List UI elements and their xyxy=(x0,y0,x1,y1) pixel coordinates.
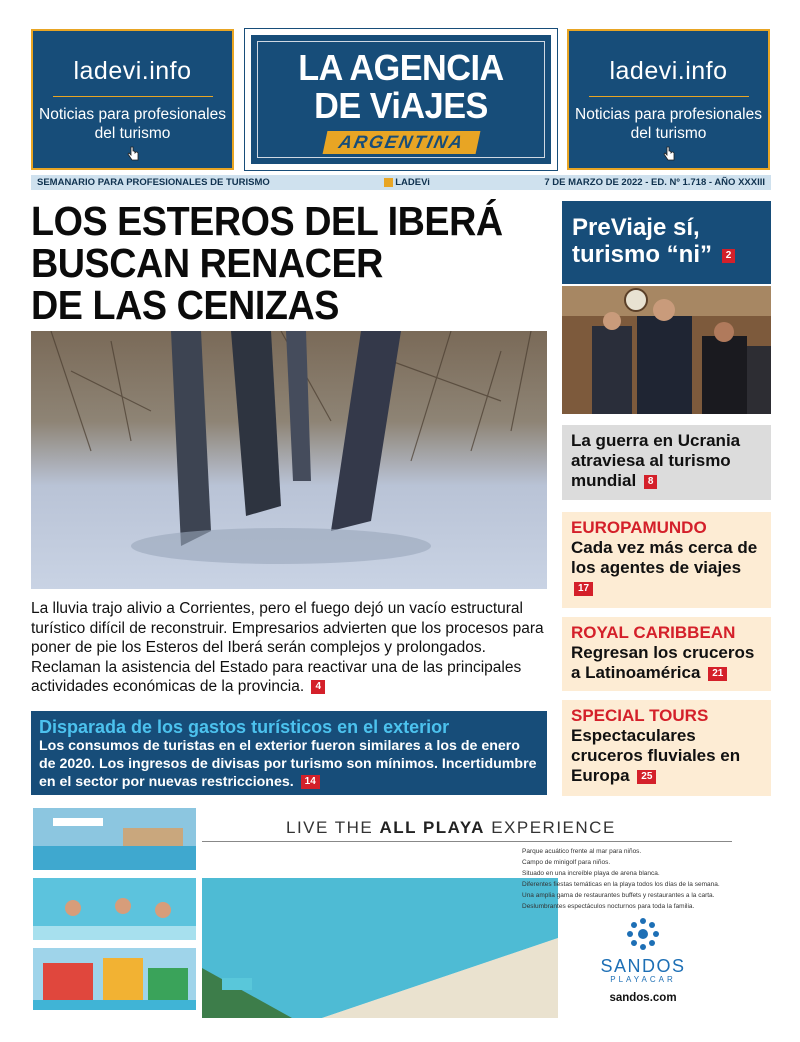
sidebar-item-kicker: SPECIAL TOURS xyxy=(571,706,709,725)
promo-site: ladevi.info xyxy=(73,57,192,85)
sidebar-item-royal-caribbean[interactable] xyxy=(562,617,771,691)
ladevi-logo-icon xyxy=(384,178,393,187)
promo-box-left[interactable] xyxy=(31,29,234,170)
main-article-body xyxy=(31,599,551,697)
sandos-advertisement[interactable] xyxy=(31,808,771,1028)
sidebar-item-special-tours[interactable] xyxy=(562,700,771,796)
ad-feature: Diferentes fiestas temáticas en la playa todos los días de la semana. xyxy=(522,881,720,888)
expenses-text xyxy=(39,737,539,791)
page-badge[interactable]: 14 xyxy=(301,775,320,789)
ad-beach-photo xyxy=(202,878,558,1018)
sandos-sun-icon xyxy=(625,916,661,952)
sidebar-item-text xyxy=(571,431,762,491)
previaje-line2 xyxy=(572,241,761,268)
congress-photo xyxy=(562,286,771,414)
page-badge[interactable]: 2 xyxy=(722,249,736,263)
expenses-article[interactable] xyxy=(31,711,547,795)
page-badge[interactable]: 17 xyxy=(574,582,593,596)
hand-cursor-icon xyxy=(662,146,676,162)
strip-logo-text: LADEVi xyxy=(395,177,430,188)
masthead-line1: LA AGENCIA xyxy=(298,47,504,88)
ad-tagline xyxy=(286,818,616,838)
divider xyxy=(202,841,732,842)
strip-tagline: SEMANARIO PARA PROFESIONALES DE TURISMO xyxy=(37,177,270,188)
divider xyxy=(589,96,749,97)
ad-feature: Situado en una increíble playa de arena blanca. xyxy=(522,870,660,877)
ad-tagline-bold: ALL PLAYA xyxy=(379,818,485,837)
previaje-box[interactable] xyxy=(562,201,771,284)
info-strip xyxy=(31,175,771,190)
ad-waterpark-photo xyxy=(33,948,196,1010)
page-badge[interactable]: 25 xyxy=(637,770,656,784)
masthead xyxy=(245,29,557,170)
promo-box-right[interactable] xyxy=(567,29,770,170)
sidebar-item-label: La guerra en Ucrania atraviesa al turismo mundial xyxy=(571,431,741,490)
sidebar-item-text xyxy=(571,726,762,786)
page-badge[interactable]: 4 xyxy=(311,680,325,694)
ad-feature: Parque acuático frente al mar para niños. xyxy=(522,848,642,855)
headline-line: BUSCAN RENACER xyxy=(31,240,383,286)
brand-name: SANDOS xyxy=(600,956,686,976)
divider xyxy=(53,96,213,97)
promo-text: Noticias para profesionales del turismo xyxy=(575,106,762,142)
promo-text: Noticias para profesionales del turismo xyxy=(39,106,226,142)
expenses-title: Disparada de los gastos turísticos en el exterior xyxy=(39,717,450,737)
ladevi-logo xyxy=(384,177,430,188)
main-headline[interactable] xyxy=(31,200,509,326)
page-badge[interactable]: 21 xyxy=(708,667,727,681)
brand-subtitle: PLAYACAR xyxy=(610,975,676,984)
article-text: La lluvia trajo alivio a Corrientes, pero el fuego dejó un vacío estructural turístico difícil de reconstruir. Empresarios advierten que los procesos para poner de pie los Esteros del Iberá serán complejos y prolongados. Reclaman la asistencia del Estado para reactivar una de las principales actividades económicas de la provincia. xyxy=(31,600,544,695)
burned-forest-photo xyxy=(31,331,547,589)
sandos-logo[interactable] xyxy=(593,916,693,1004)
brand-url[interactable]: sandos.com xyxy=(609,992,677,1004)
sidebar-item-label: Espectaculares cruceros fluviales en Europa xyxy=(571,726,741,785)
headline-line: LOS ESTEROS DEL IBERÁ xyxy=(31,198,503,244)
ad-pool-photo xyxy=(33,808,196,870)
hand-cursor-icon xyxy=(126,146,140,162)
headline-line: DE LAS CENIZAS xyxy=(31,282,339,328)
expenses-body: Los consumos de turistas en el exterior fueron similares a los de enero de 2020. Los ingresos de divisas por turismo son mínimos. Incertidumbre en el sector por nuevas restricciones. xyxy=(39,738,537,790)
ad-feature: Una amplia gama de restaurantes buffets y restaurantes a la carta. xyxy=(522,892,715,899)
masthead-country: ARGENTINA xyxy=(322,131,480,154)
sidebar-item-text xyxy=(571,643,762,683)
ad-features xyxy=(522,846,720,912)
ad-feature: Campo de minigolf para niños. xyxy=(522,859,611,866)
sidebar-item-ukraine[interactable] xyxy=(562,425,771,500)
ad-kids-photo xyxy=(33,878,196,940)
ad-tagline-post: EXPERIENCE xyxy=(484,818,616,837)
sidebar-item-text xyxy=(571,538,762,598)
previaje-line2-text: turismo “ni” xyxy=(572,241,713,268)
previaje-line1: PreViaje sí, xyxy=(572,214,700,241)
sidebar-item-kicker: EUROPAMUNDO xyxy=(571,518,707,537)
sidebar-item-label: Regresan los cruceros a Latinoamérica xyxy=(571,643,755,682)
ad-tagline-pre: LIVE THE xyxy=(286,818,380,837)
masthead-line2: DE ViAJES xyxy=(314,85,488,126)
sidebar-item-europamundo[interactable] xyxy=(562,512,771,608)
strip-date: 7 DE MARZO DE 2022 - ED. Nº 1.718 - AÑO XXXIII xyxy=(544,177,765,188)
page-badge[interactable]: 8 xyxy=(644,475,658,489)
sidebar-item-label: Cada vez más cerca de los agentes de viajes xyxy=(571,538,758,577)
sidebar-item-kicker: ROYAL CARIBBEAN xyxy=(571,623,736,642)
promo-site: ladevi.info xyxy=(609,57,728,85)
ad-feature: Deslumbrantes espectáculos nocturnos para toda la familia. xyxy=(522,903,695,910)
